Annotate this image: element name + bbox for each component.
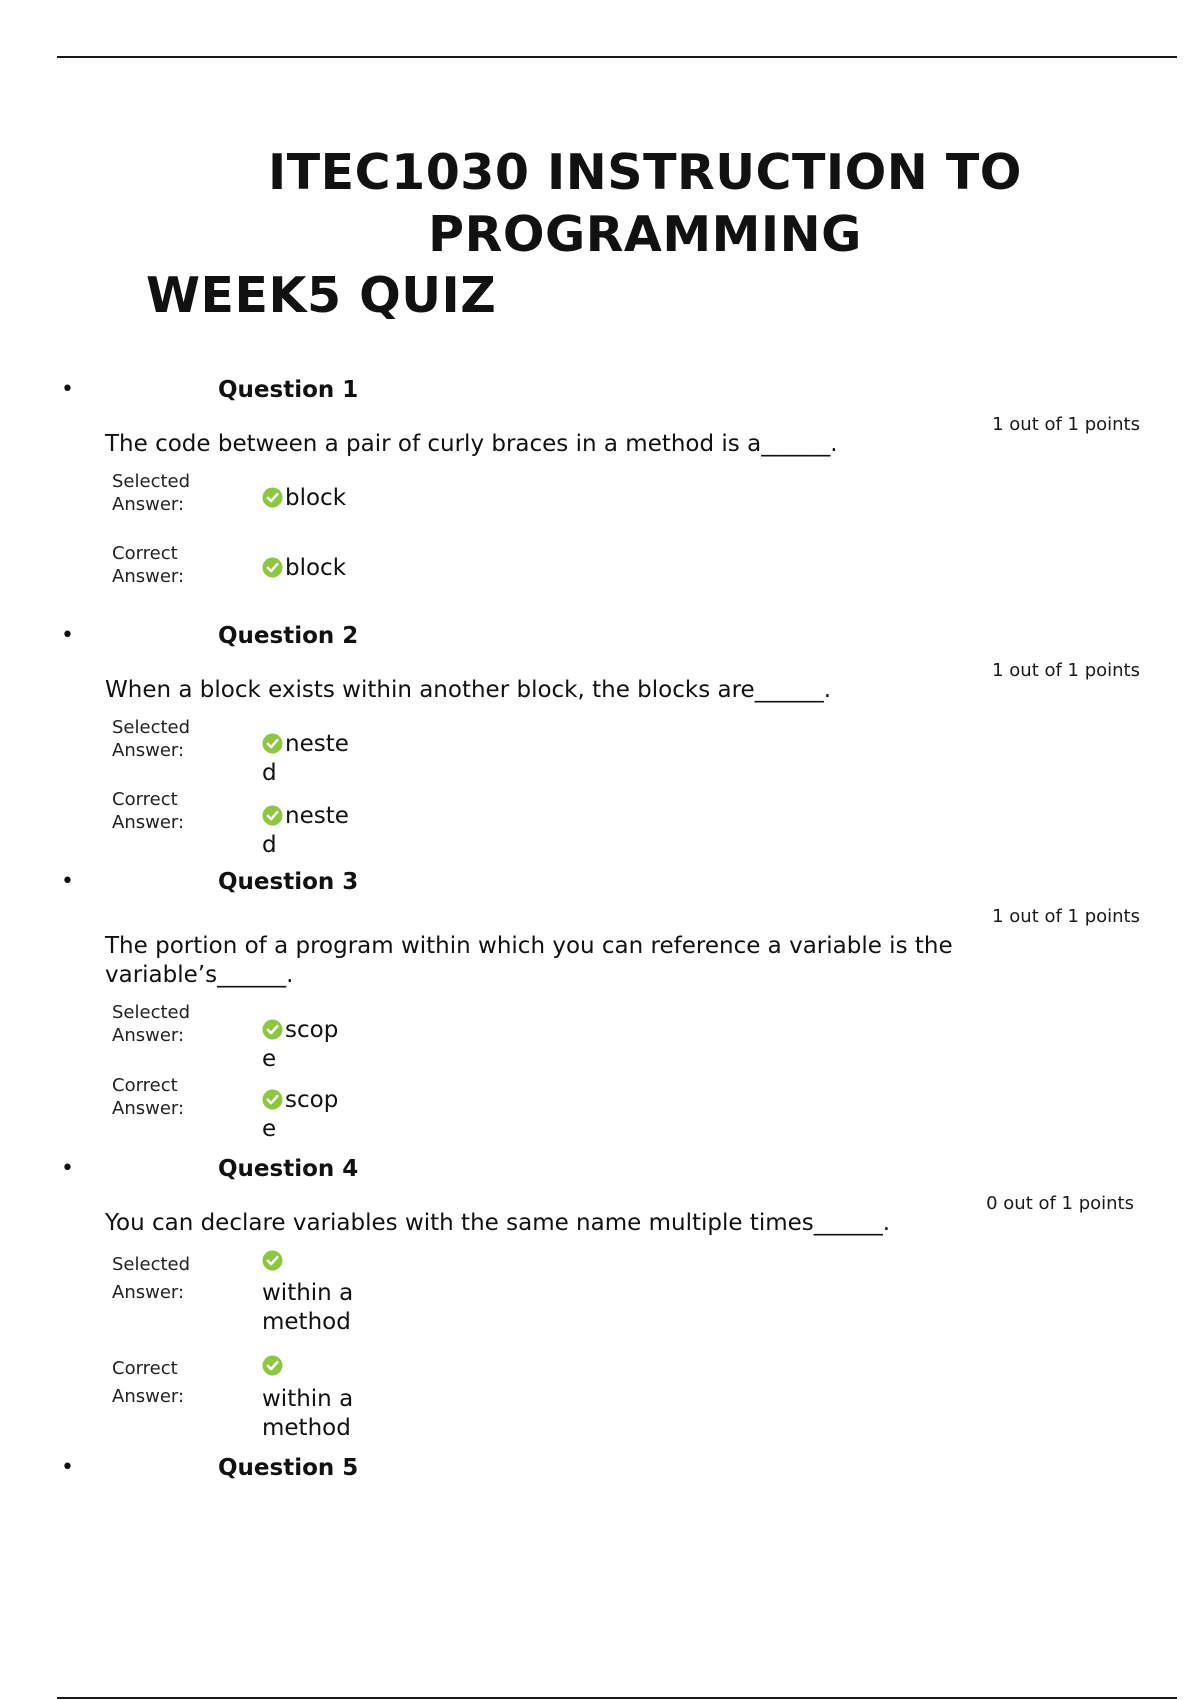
question-label: Question 4 [218, 1156, 359, 1182]
selected-answer-label: Selected Answer: [112, 1002, 191, 1046]
bullet: • [61, 1156, 74, 1181]
selected-answer [262, 484, 350, 513]
question-label: Question 5 [218, 1455, 359, 1481]
check-icon [262, 1250, 283, 1275]
question-text: The code between a pair of curly braces in a method is a______. [105, 431, 838, 457]
points-label: 1 out of 1 points [992, 906, 1140, 927]
points-label: 1 out of 1 points [992, 414, 1140, 435]
correct-answer-text: block [285, 555, 347, 581]
bullet: • [61, 869, 74, 894]
correct-answer-text: within a method [262, 1386, 354, 1441]
correct-answer-text: scope [262, 1087, 339, 1142]
check-icon [262, 557, 283, 578]
selected-answer [262, 730, 350, 788]
selected-answer-text: block [285, 485, 347, 511]
question-text: The portion of a program within which you can reference a variable is the variable’s______. [105, 933, 953, 988]
correct-answer [262, 1086, 350, 1144]
bullet: • [61, 1455, 74, 1480]
question-label: Question 1 [218, 377, 359, 403]
question-label: Question 3 [218, 869, 359, 895]
selected-answer-text: nested [262, 731, 349, 786]
document-title: ITEC1030 INSTRUCTION TO PROGRAMMING [268, 144, 1022, 263]
check-icon [262, 733, 283, 754]
selected-answer-label: Selected Answer: [112, 717, 191, 761]
correct-answer-text: nested [262, 803, 349, 858]
selected-answer-label: Selected Answer: [112, 1254, 191, 1303]
selected-answer [262, 1016, 350, 1074]
selected-answer-text: within a method [262, 1280, 354, 1335]
correct-answer [262, 554, 350, 583]
correct-answer-label: Correct Answer: [112, 1358, 185, 1407]
points-label: 0 out of 1 points [986, 1193, 1134, 1214]
document-subtitle: WEEK5 QUIZ [146, 267, 497, 324]
check-icon [262, 1019, 283, 1040]
question-text: When a block exists within another block, the blocks are______. [105, 677, 832, 703]
selected-answer-label: Selected Answer: [112, 471, 191, 515]
check-icon [262, 1089, 283, 1110]
correct-answer-label: Correct Answer: [112, 543, 185, 587]
correct-answer-label: Correct Answer: [112, 1075, 185, 1119]
question-text: You can declare variables with the same name multiple times______. [105, 1210, 891, 1236]
points-label: 1 out of 1 points [992, 660, 1140, 681]
top-rule [57, 56, 1177, 58]
correct-answer-label: Correct Answer: [112, 789, 185, 833]
check-icon [262, 1355, 283, 1380]
bullet: • [61, 623, 74, 648]
selected-answer-text: scope [262, 1017, 339, 1072]
bottom-rule [57, 1697, 1177, 1699]
question-label: Question 2 [218, 623, 359, 649]
check-icon [262, 805, 283, 826]
bullet: • [61, 377, 74, 402]
correct-answer [262, 802, 350, 860]
check-icon [262, 487, 283, 508]
